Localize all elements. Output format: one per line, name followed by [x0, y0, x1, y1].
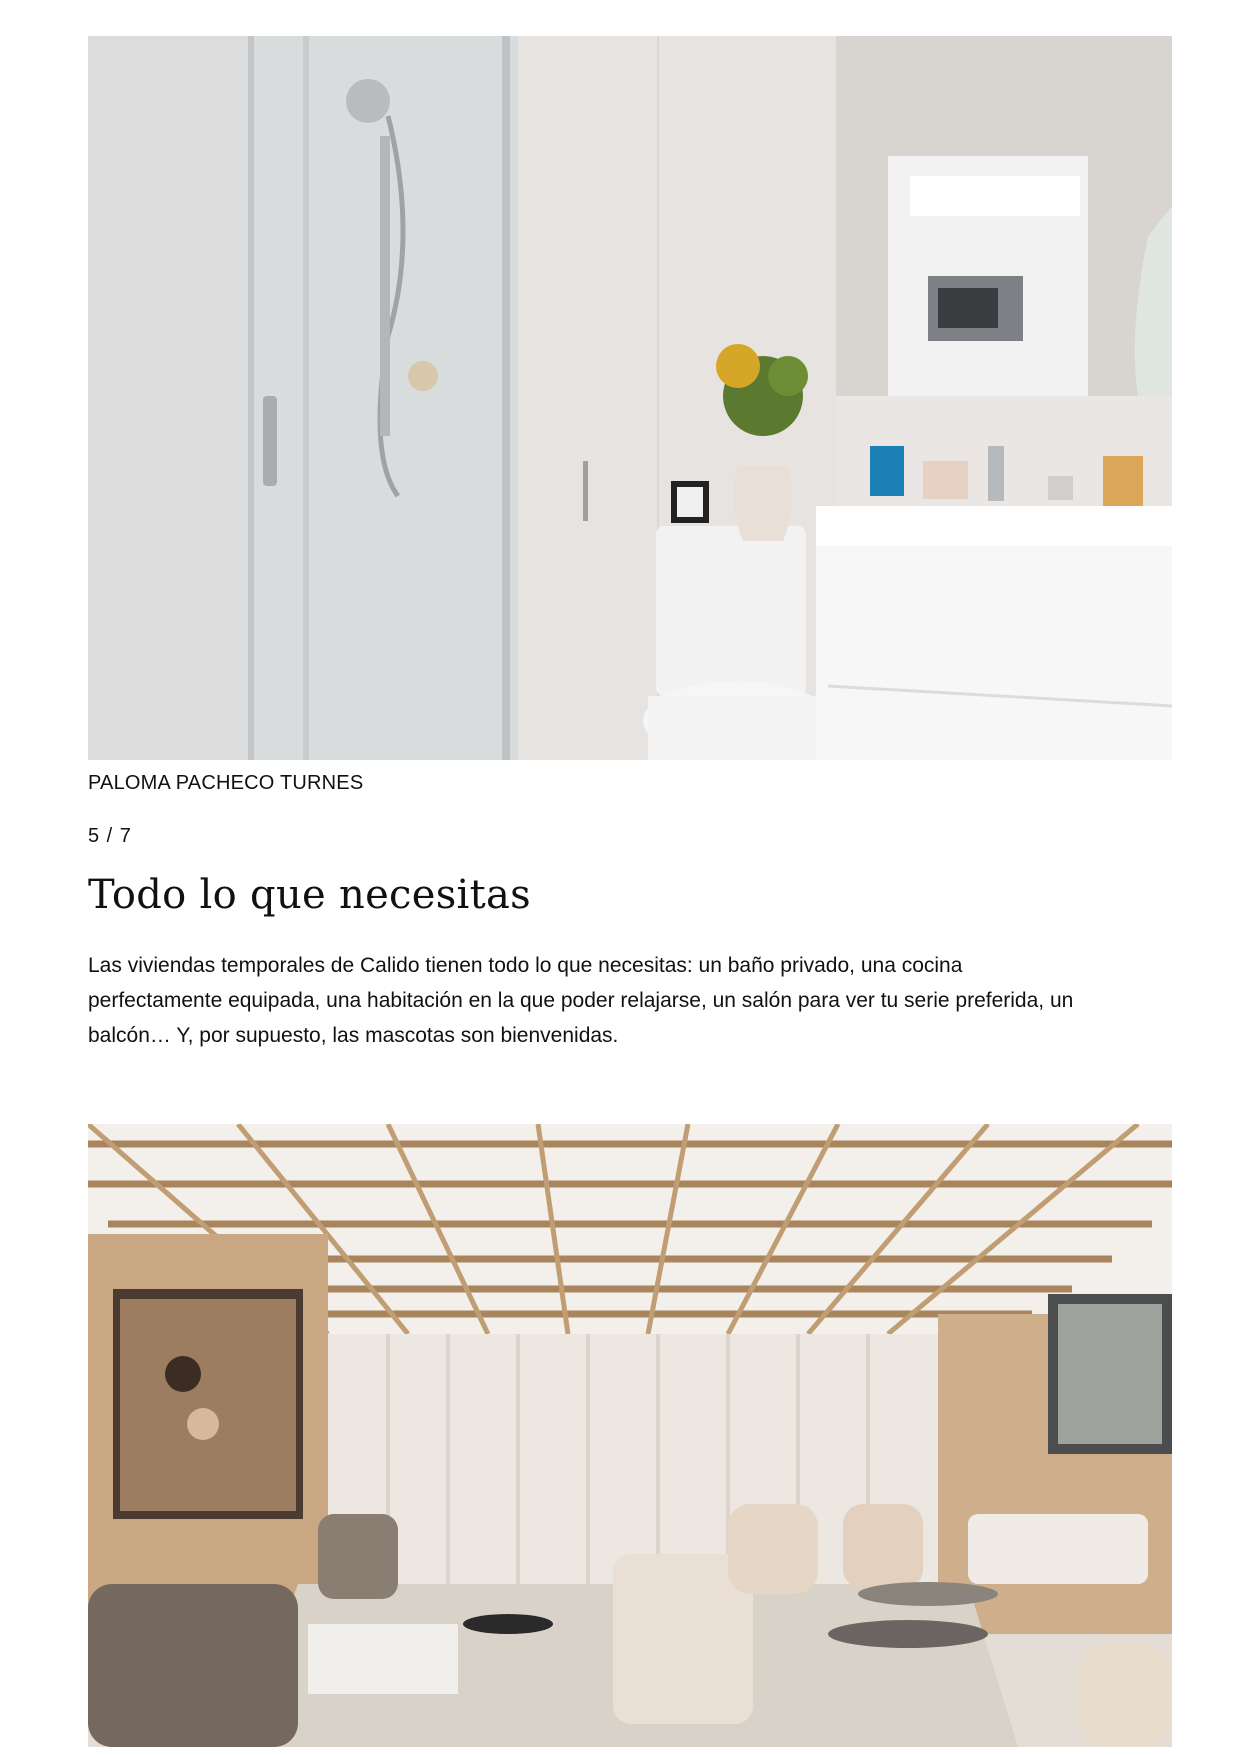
photo-credit: PALOMA PACHECO TURNES [88, 772, 364, 794]
living-room-illustration [88, 1124, 1172, 1747]
slide-title: Todo lo que necesitas [88, 872, 531, 918]
slide-counter: 5 / 7 [88, 825, 132, 847]
bathroom-illustration [88, 36, 1172, 760]
living-room-photo [88, 1124, 1172, 1747]
bathroom-photo [88, 36, 1172, 760]
slide-description: Las viviendas temporales de Calido tienen todo lo que necesitas: un baño privado, una cocina perfectamente equipada, una habitación en la que poder relajarse, un salón para ver tu serie preferida, un balcón… Y, por supuesto, las mascotas son bienvenidas. [88, 954, 1074, 1047]
